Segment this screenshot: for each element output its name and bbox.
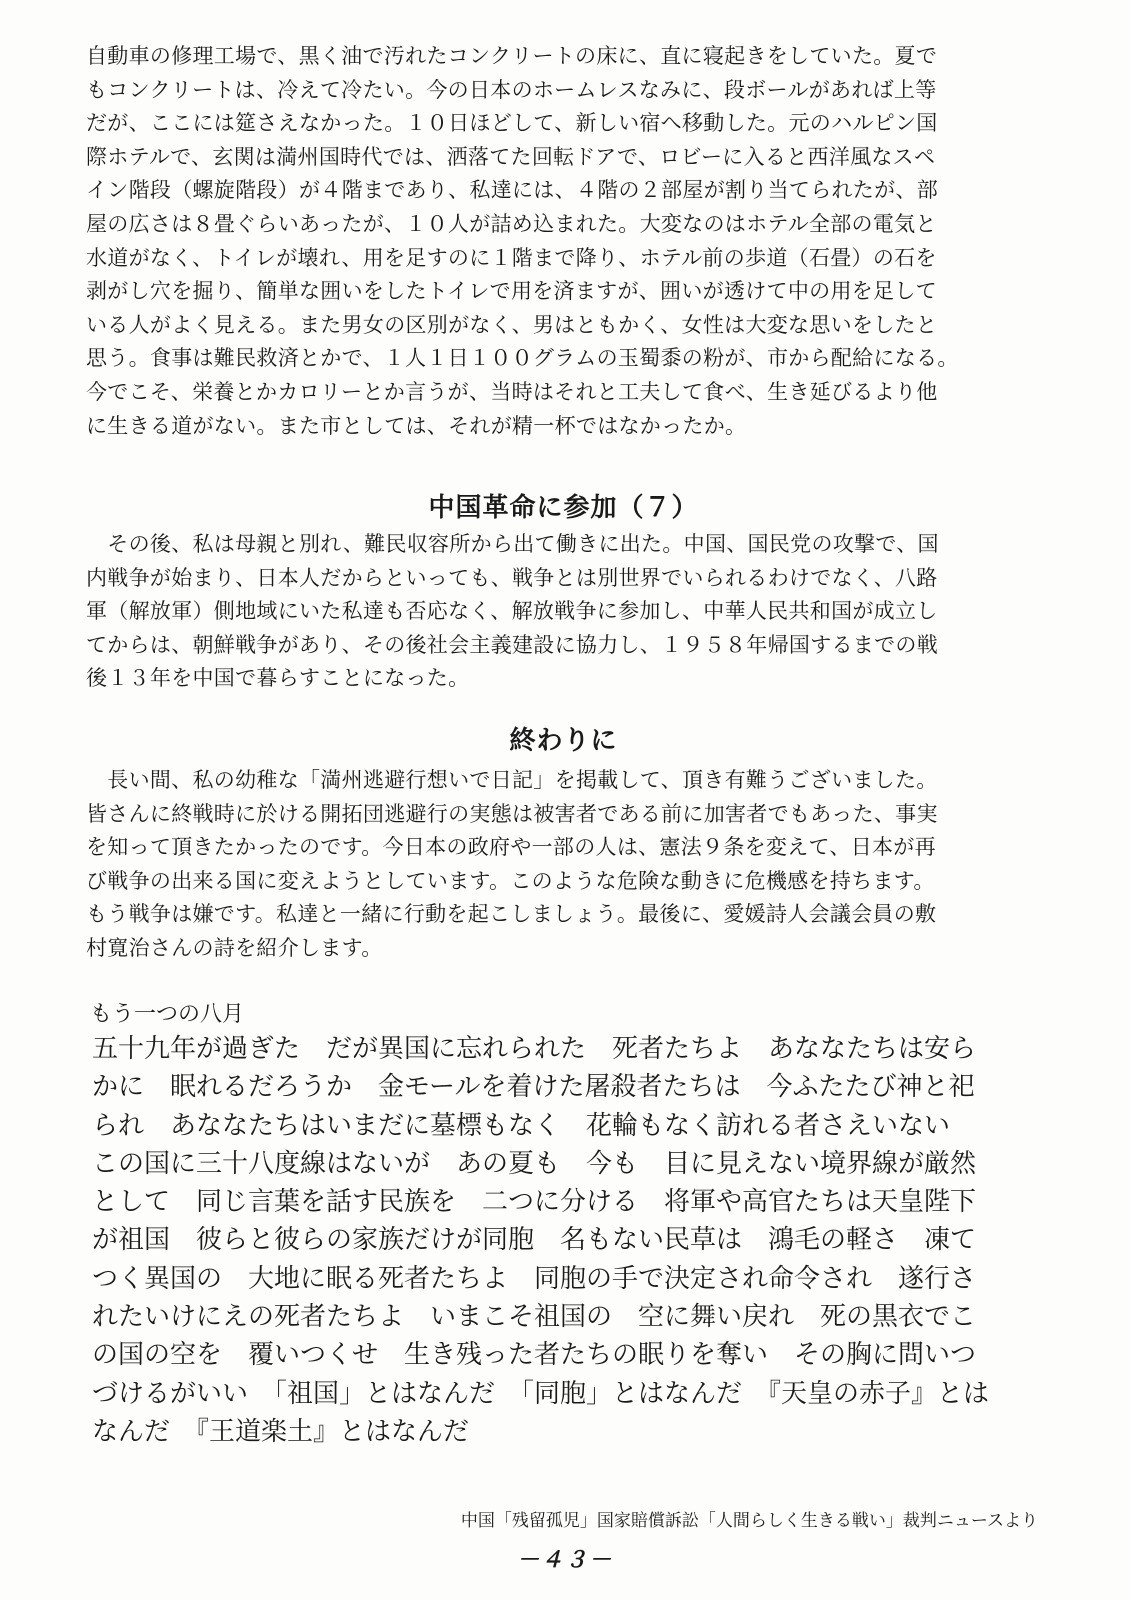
poem-line: の国の空を 覆いつくせ 生き残った者たちの眠りを奪い その胸に問いつ — [92, 1340, 977, 1371]
section2-paragraph — [86, 764, 1041, 966]
text-line: 軍（解放軍）側地域にいた私達も否応なく、解放戦争に参加し、中華人民共和国が成立し — [86, 599, 938, 624]
text-line: てからは、朝鮮戦争があり、その後社会主義建設に協力し、１９５８年帰国するまでの戦 — [86, 632, 938, 657]
text-line: 長い間、私の幼稚な「満州逃避行想いで日記」を掲載して、頂き有難うございました。 — [86, 768, 938, 792]
section-heading: 中国革命に参加（７） — [428, 493, 699, 523]
text-line: もコンクリートは、冷えて冷たい。今の日本のホームレスなみに、段ボールがあれば上等 — [86, 77, 937, 102]
text-line: だが、ここには筵さえなかった。１０日ほどして、新しい宿へ移動した。元のハルピン国 — [86, 111, 938, 136]
poem-line: られ あななたちはいまだに墓標もなく 花輪もなく訪れる者さえいない — [92, 1110, 951, 1141]
poem-line: この国に三十八度線はないが あの夏も 今も 目に見えない境界線が厳然 — [92, 1148, 977, 1179]
poem-title: もう一つの八月 — [90, 1002, 245, 1027]
text-line: 思う。食事は難民救済とかで、１人１日１００グラムの玉蜀黍の粉が、市から配給になる。 — [86, 346, 959, 371]
poem-line: として 同じ言葉を話す民族を 二つに分ける 将軍や高官たちは天皇陛下 — [92, 1187, 977, 1218]
text-line: 後１３年を中国で暮らすことになった。 — [86, 666, 470, 691]
text-line: 村寛治さんの詩を紹介します。 — [86, 935, 383, 960]
poem-line: づけるがいい 「祖国」とはなんだ 「同胞」とはなんだ 『天皇の赤子』とは — [92, 1378, 990, 1409]
text-line: イン階段（螺旋階段）が４階まであり、私達には、４階の２部屋が割り当てられたが、部 — [86, 178, 938, 203]
text-line: 自動車の修理工場で、黒く油で汚れたコンクリートの床に、直に寝起きをしていた。夏で — [86, 44, 938, 68]
poem-line: なんだ 『王道楽土』とはなんだ — [92, 1416, 470, 1447]
text-line: 屋の広さは８畳ぐらいあったが、１０人が詰め込まれた。大変なのはホテル全部の電気と — [86, 211, 937, 236]
text-line: いる人がよく見える。また男女の区別がなく、男はともかく、女性は大変な思いをしたと — [86, 312, 938, 337]
text-line: 剥がし穴を掘り、簡単な囲いをしたトイレで用を済ますが、囲いが透けて中の用を足して — [86, 279, 937, 304]
text-line: 際ホテルで、玄関は満州国時代では、洒落てた回転ドアで、ロビーに入ると西洋風なスペ — [86, 144, 936, 169]
text-line: び戦争の出来る国に変えようとしています。このような危険な動きに危機感を持ちます。 — [86, 868, 935, 893]
poem-line: が祖国 彼らと彼らの家族だけが同胞 名もない民草は 鴻毛の軽さ 凍て — [92, 1225, 977, 1256]
poem-line: 五十九年が過ぎた だが異国に忘れられた 死者たちよ あななたちは安ら — [92, 1034, 977, 1064]
text-line: その後、私は母親と別れ、難民収容所から出て働きに出た。中国、国民党の攻撃で、国 — [86, 532, 939, 556]
text-line: 今でこそ、栄養とかカロリーとか言うが、当時はそれと工夫して食べ、生き延びるより他 — [86, 379, 938, 404]
section-heading: 終わりに — [509, 726, 618, 756]
text-line: 水道がなく、トイレが壊れ、用を足すのに１階まで降り、ホテル前の歩道（石畳）の石を — [86, 245, 937, 270]
text-line: 内戦争が始まり、日本人だからといっても、戦争とは別世界でいられるわけでなく、八路 — [86, 565, 938, 590]
text-line: を知って頂きたかったのです。今日本の政府や一部の人は、憲法９条を変えて、日本が再 — [86, 835, 936, 860]
text-line: に生きる道がない。また市としては、それが精一杯ではなかったか。 — [86, 413, 747, 438]
page-number: －４３－ — [516, 1547, 613, 1573]
text-line: もう戦争は嫌です。私達と一緒に行動を起こしましょう。最後に、愛媛詩人会議会員の敷 — [86, 902, 937, 927]
poem-line: れたいけにえの死者たちよ いまこそ祖国の 空に舞い戻れ 死の黒衣でこ — [92, 1302, 977, 1333]
section1-paragraph — [86, 528, 1041, 696]
poem-body — [92, 1030, 1042, 1451]
text-line: 皆さんに終戦時に於ける開拓団逃避行の実態は被害者である前に加害者でもあった、事実 — [86, 801, 938, 826]
source-citation: 中国「残留孤児」国家賠償訴訟「人間らしく生きる戦い」裁判ニュースより — [460, 1511, 1038, 1531]
poem-line: つく異国の 大地に眠る死者たちよ 同胞の手で決定され命令され 遂行さ — [92, 1263, 977, 1294]
intro-paragraph — [86, 40, 1041, 443]
poem-line: かに 眠れるだろうか 金モールを着けた屠殺者たちは 今ふたたび神と祀 — [92, 1072, 975, 1103]
